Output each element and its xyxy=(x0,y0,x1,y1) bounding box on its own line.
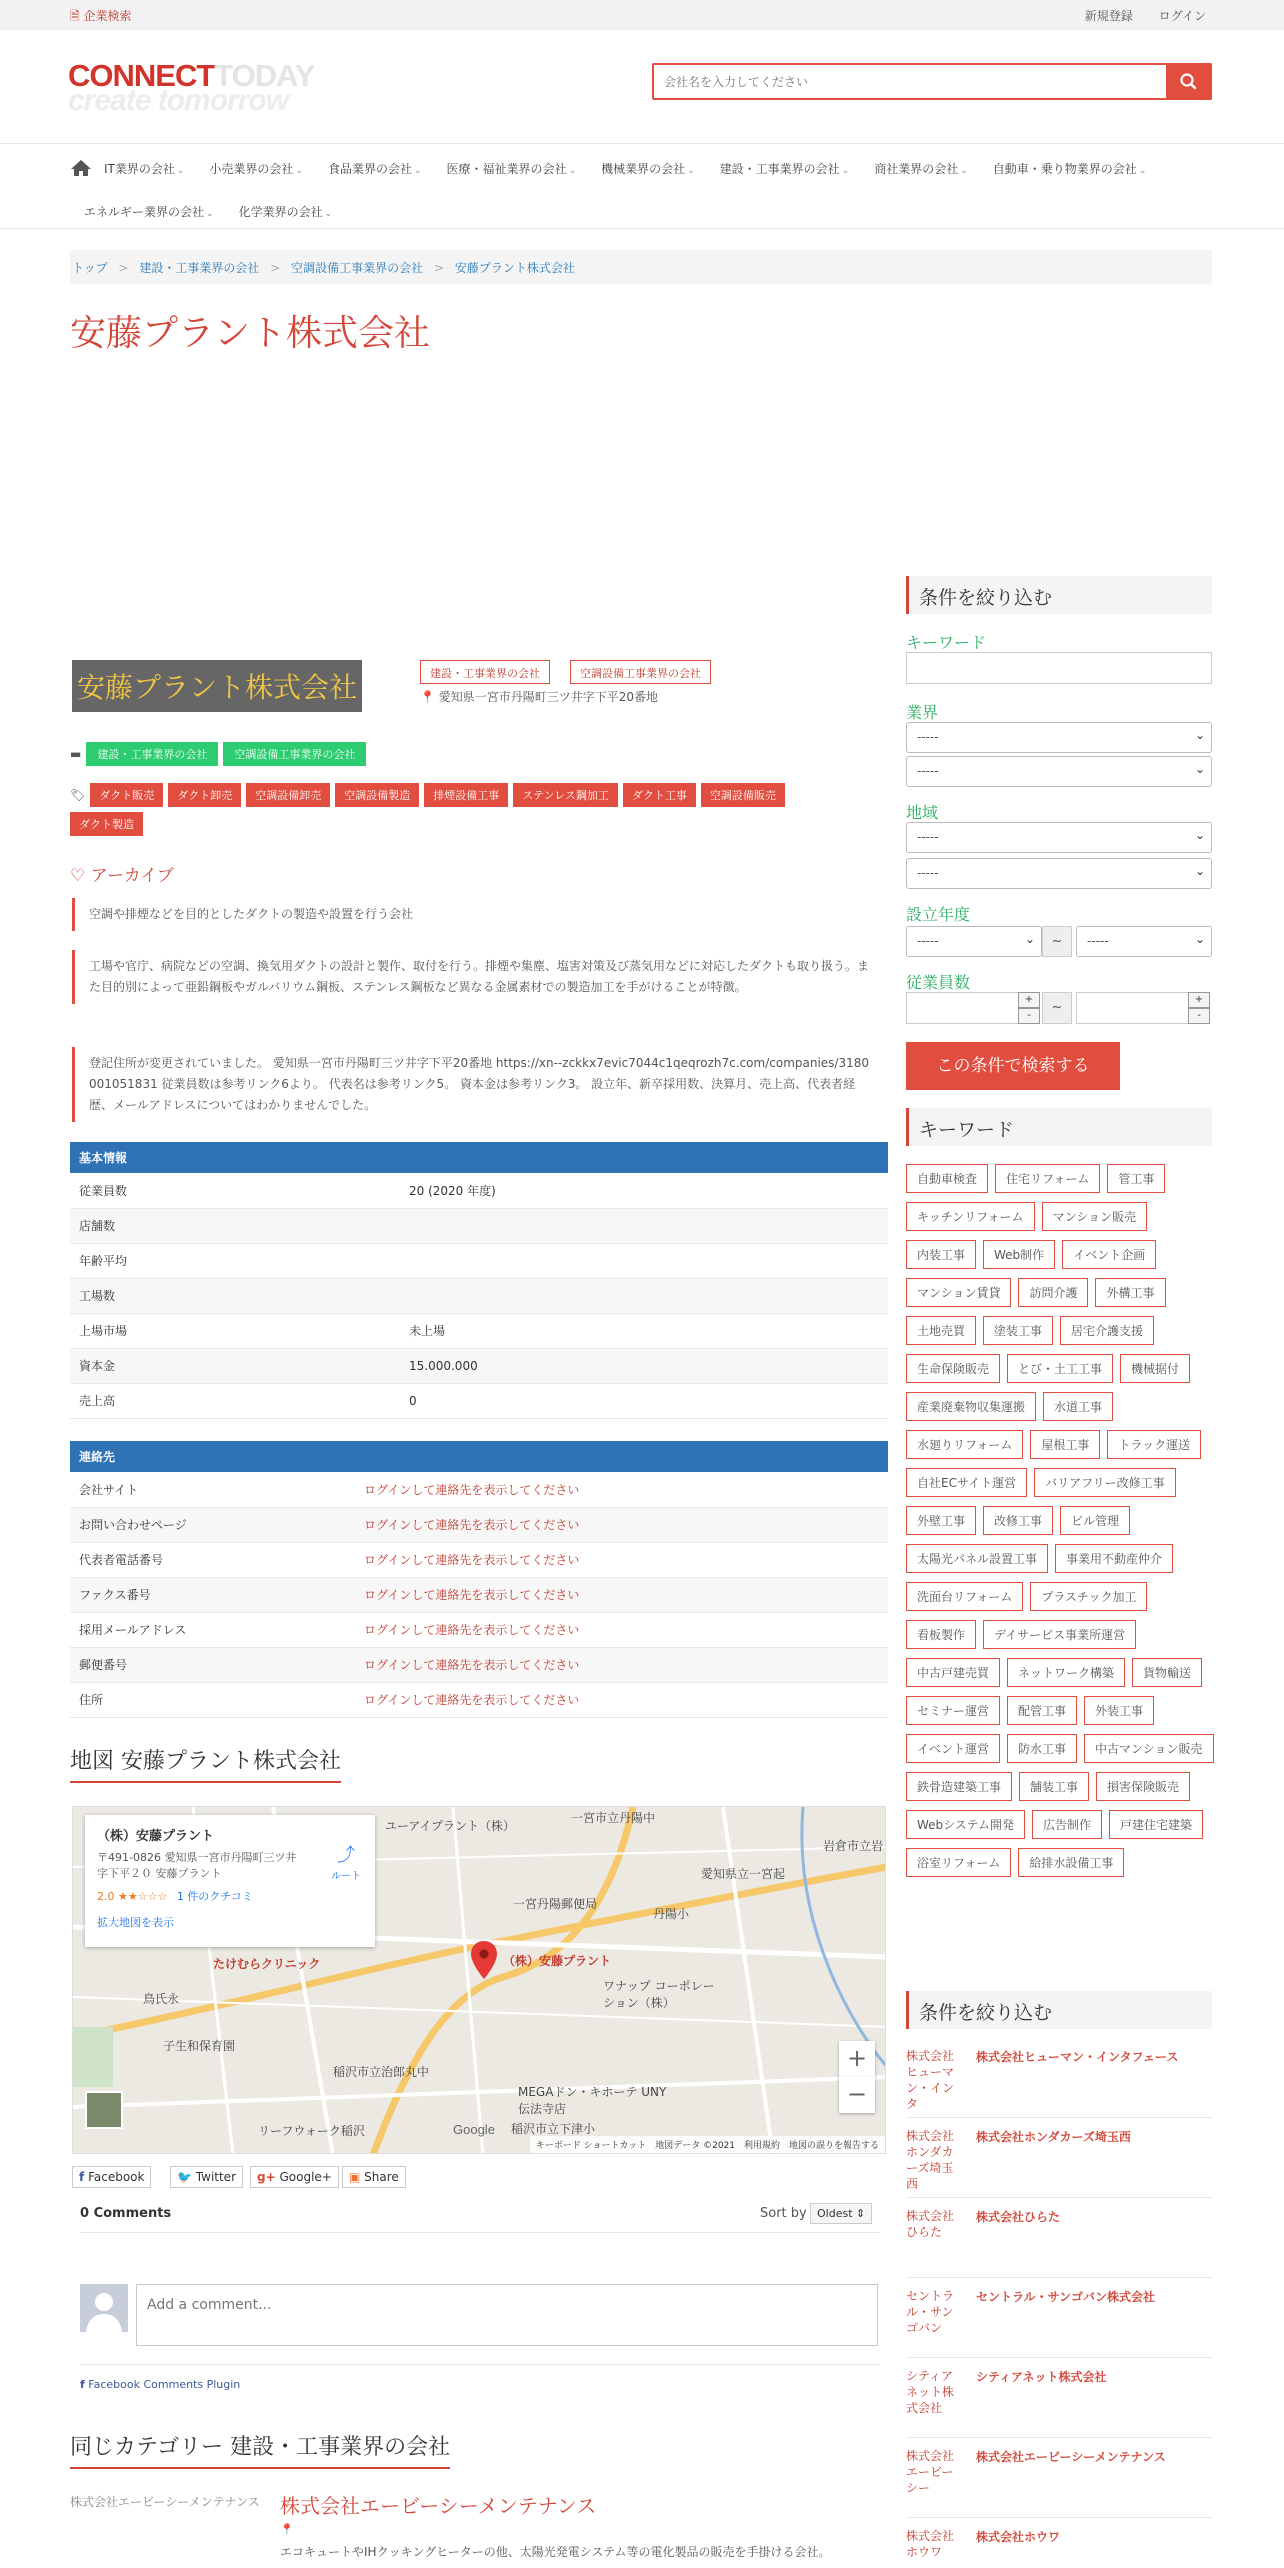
chevron-down-icon: ⌄ xyxy=(176,165,185,176)
map-label: 子生和保育園 xyxy=(163,2039,236,2053)
company-name-link[interactable]: 株式会社ひらた xyxy=(976,2210,1061,2224)
breadcrumb-item-hvac[interactable]: 空調設備工事業界の会社 xyxy=(291,261,424,275)
keyword-chip[interactable]: 損害保険販売 xyxy=(1096,1772,1190,1801)
chevron-down-icon: ⌄ xyxy=(295,165,303,176)
sub-region-select-value: ----- xyxy=(917,866,939,880)
row-label: 年齢平均 xyxy=(70,1243,400,1278)
keyword-input[interactable] xyxy=(906,652,1212,684)
chevron-down-icon: ⌄ xyxy=(841,165,850,176)
keyword-chip[interactable]: プラスチック加工 xyxy=(1030,1582,1147,1611)
company-name-link[interactable]: セントラル・サンゴバン株式会社 xyxy=(976,2290,1156,2304)
increment-button[interactable]: + xyxy=(1188,992,1210,1008)
comments-divider xyxy=(80,2364,880,2365)
login-link[interactable]: ログイン xyxy=(1158,9,1206,23)
category-pill-hvac[interactable]: 空調設備工事業界の会社 xyxy=(570,660,711,684)
row-label: 従業員数 xyxy=(70,1173,400,1208)
logo-tagline: create tomorrow xyxy=(68,84,289,117)
avatar xyxy=(80,2284,128,2332)
comment-input[interactable]: Add a comment... xyxy=(136,2284,878,2346)
chevron-down-icon: ⌄ xyxy=(1194,864,1205,878)
facebook-icon: f xyxy=(80,2378,85,2391)
sub-industry-select[interactable] xyxy=(906,756,1212,787)
nav-item-label: IT業界の会社 xyxy=(104,161,175,176)
login-to-view-link[interactable]: ログインして連絡先を表示してください xyxy=(355,1542,888,1577)
nav-item[interactable] xyxy=(104,160,184,177)
region-select-value: ----- xyxy=(917,830,939,844)
nav-item[interactable] xyxy=(720,160,850,177)
row-value: 20 (2020 年度) xyxy=(400,1173,888,1208)
nav-item[interactable] xyxy=(993,160,1147,177)
nav-item-label: 建設・工事業界の会社 xyxy=(719,161,840,176)
logo-text-connect: CONNECT xyxy=(68,58,215,93)
share-label: Google+ xyxy=(279,2170,332,2184)
map-card-name: （株）安藤プラント xyxy=(97,1829,215,1844)
keyword-tags xyxy=(70,783,860,836)
map-label: 一宮市立丹陽中 xyxy=(571,1811,656,1825)
map-label: 愛知県立一宮起 xyxy=(701,1867,786,1881)
keyword-chip[interactable]: バリアフリー改修工事 xyxy=(1034,1468,1176,1497)
side-company-item[interactable] xyxy=(906,2440,1212,2518)
keyword-chip[interactable]: キッチンリフォーム xyxy=(906,1202,1035,1231)
company-name-link[interactable]: シティアネット株式会社 xyxy=(976,2370,1107,2384)
row-label: 売上高 xyxy=(70,1383,400,1418)
zoom-in-button[interactable]: + xyxy=(839,2041,875,2077)
keyword-chip[interactable]: Webシステム開発 xyxy=(906,1810,1025,1839)
category-tag[interactable]: 空調設備工事業界の会社 xyxy=(223,742,366,766)
keyword-chip[interactable]: 中古戸建売買 xyxy=(906,1658,1000,1687)
row-label: ファクス番号 xyxy=(70,1577,355,1612)
keyword-chip[interactable]: 戸建住宅建築 xyxy=(1109,1810,1203,1839)
login-to-view-link[interactable]: ログインして連絡先を表示してください xyxy=(355,1472,888,1507)
search-icon xyxy=(1166,63,1212,100)
keyword-chip[interactable]: 水道工事 xyxy=(1043,1392,1113,1421)
chevron-down-icon: ⌄ xyxy=(1194,932,1205,946)
map-label: （株）安藤プラント xyxy=(503,1954,612,1968)
keyword-cloud xyxy=(906,1164,1216,1877)
row-value xyxy=(400,1243,888,1278)
login-to-view-link[interactable]: ログインして連絡先を表示してください xyxy=(355,1612,888,1647)
company-search-field[interactable] xyxy=(652,63,1168,100)
company-name-link[interactable]: 株式会社ホウワ xyxy=(976,2530,1061,2544)
login-to-view-link[interactable]: ログインして連絡先を表示してください xyxy=(355,1507,888,1542)
nav-item-label: 化学業界の会社 xyxy=(238,204,323,219)
decrement-button[interactable]: - xyxy=(1018,1008,1040,1024)
table-row xyxy=(70,1173,888,1208)
keyword-chip[interactable]: 産業廃棄物収集運搬 xyxy=(906,1392,1036,1421)
keyword-tag[interactable]: ダクト販売 xyxy=(90,783,163,807)
company-thumbnail[interactable]: 株式会社ひらた xyxy=(906,2209,955,2239)
keyword-tag[interactable]: ダクト製造 xyxy=(70,812,143,836)
nav-item-label: 自動車・乗り物業界の会社 xyxy=(992,161,1137,176)
row-value: 15.000.000 xyxy=(400,1348,888,1383)
row-label: 上場市場 xyxy=(70,1313,400,1348)
keyword-chip[interactable]: 屋根工事 xyxy=(1030,1430,1100,1459)
table-row xyxy=(70,1507,888,1542)
filter-search-button[interactable]: この条件で検索する xyxy=(906,1042,1120,1090)
keyword-chip[interactable]: デイサービス事業所運営 xyxy=(983,1620,1136,1649)
map-label: 岩倉市立岩 xyxy=(823,1839,884,1853)
keyword-chip[interactable]: 生命保険販売 xyxy=(906,1354,1000,1383)
sub-region-select[interactable] xyxy=(906,858,1212,889)
company-search-input[interactable] xyxy=(654,65,1124,98)
related-company-desc: エコキュートやIHクッキングヒーターの他、太陽光発電システム等の電化製品の販売を手掛ける会社。 xyxy=(280,2545,831,2559)
keyword-chip[interactable]: とび・土工工事 xyxy=(1007,1354,1113,1383)
company-thumbnail[interactable]: シティアネット株式会社 xyxy=(906,2369,955,2415)
map-label: ユーアイプラント（株） xyxy=(385,1819,515,1833)
chevron-down-icon: ⌄ xyxy=(1024,932,1035,946)
keyword-chip[interactable]: 舗装工事 xyxy=(1019,1772,1089,1801)
chevron-down-icon: ⌄ xyxy=(568,165,577,176)
sub-industry-select-value: ----- xyxy=(917,764,939,778)
register-link[interactable]: 新規登録 xyxy=(1084,9,1133,23)
directions-icon: ⤴ xyxy=(337,1845,355,1866)
map-label: ワナップ コーポレーション（株） xyxy=(603,1979,715,2010)
keyword-chip[interactable]: 訪問介護 xyxy=(1018,1278,1088,1307)
googleplus-icon: g+ xyxy=(257,2170,276,2184)
keyword-chip[interactable]: 自動車検査 xyxy=(906,1164,988,1193)
sort-value: Oldest xyxy=(817,2207,853,2220)
archive-label: アーカイブ xyxy=(90,866,174,886)
document-icon: 🗎 xyxy=(70,9,80,23)
row-value xyxy=(400,1278,888,1313)
map-label: 稲沢市立下津小 xyxy=(511,2122,596,2136)
company-thumbnail[interactable]: 株式会社ホンダカーズ埼玉西 xyxy=(906,2129,955,2191)
login-to-view-link[interactable]: ログインして連絡先を表示してください xyxy=(355,1577,888,1612)
keyword-tag[interactable]: 排煙設備工事 xyxy=(424,783,508,807)
map-label: たけむらクリニック xyxy=(213,1957,321,1971)
map-label: 鳥氏永 xyxy=(143,1992,180,2006)
keyword-chip[interactable]: 土地売買 xyxy=(906,1316,976,1345)
chevron-down-icon: ⌄ xyxy=(960,165,968,176)
table-row xyxy=(70,1243,888,1278)
keyword-chip[interactable]: マンション賃貸 xyxy=(906,1278,1011,1307)
directions-button[interactable] xyxy=(331,1841,361,1882)
view-larger-map-link[interactable]: 拡大地図を表示 xyxy=(97,1916,174,1929)
tags-icon: 🏷 xyxy=(70,788,86,802)
facebook-plugin-link[interactable] xyxy=(80,2378,240,2391)
row-label: 採用メールアドレス xyxy=(70,1612,355,1647)
user-silhouette-icon xyxy=(80,2284,128,2332)
share-icon: ▣ xyxy=(349,2170,361,2184)
share-googleplus-button[interactable] xyxy=(250,2166,339,2188)
chevron-down-icon: ⌄ xyxy=(1194,828,1205,842)
contact-table xyxy=(70,1441,888,1718)
google-map[interactable] xyxy=(72,1806,886,2154)
founded-label: 設立年度 xyxy=(906,905,971,924)
rating-value: 2.0 xyxy=(97,1890,115,1903)
map-label: 一宮丹陽郵便局 xyxy=(513,1897,598,1911)
contact-header: 連絡先 xyxy=(70,1441,888,1472)
map-footer[interactable]: キーボード ショートカット 地図データ ©2021 利用規約 地図の誤りを報告する xyxy=(530,2136,885,2153)
keyword-label: キーワード xyxy=(906,633,987,652)
keyword-chip[interactable]: 給排水設備工事 xyxy=(1018,1848,1124,1877)
breadcrumb-item-current[interactable]: 安藤プラント株式会社 xyxy=(454,261,575,275)
star-rating-icon: ★★☆☆☆ xyxy=(118,1890,168,1903)
row-value: 0 xyxy=(400,1383,888,1418)
side-company-item[interactable] xyxy=(906,2200,1212,2278)
google-logo: Google xyxy=(453,2122,495,2137)
related-company-image[interactable]: 株式会社エービーシーメンテナンス xyxy=(70,2495,260,2509)
basic-info-header: 基本情報 xyxy=(70,1142,888,1173)
home-icon[interactable] xyxy=(70,159,92,177)
twitter-icon: 🐦 xyxy=(177,2170,192,2184)
keyword-chip[interactable]: 鉄骨造建築工事 xyxy=(906,1772,1012,1801)
map-label: MEGAドン・キホーテ UNY伝法寺店 xyxy=(518,2085,667,2116)
region-label: 地域 xyxy=(906,803,939,822)
nav-item[interactable] xyxy=(447,160,577,177)
company-note: 登記住所が変更されていました。 愛知県一宮市丹陽町三ツ井字下平20番地 https://xn--zckkx7evic7044c1qeqrozh7c.com/companies/3180001051831 従業員数は参考リンク6より。 代表名は参考リンク5。 資本金は参考リンク3。 設立年、新卒採用数、決算月、売上高、代表者経歴、メールアドレスについてはわかりませんでした。 xyxy=(72,1047,882,1122)
sort-label: Sort by xyxy=(760,2206,807,2221)
chevron-down-icon: ⌄ xyxy=(1138,165,1147,176)
keyword-tag[interactable]: ステンレス鋼加工 xyxy=(513,783,618,807)
keyword-chip[interactable]: ネットワーク構築 xyxy=(1007,1658,1125,1687)
comments-count: 0 Comments xyxy=(80,2206,172,2221)
chevron-down-icon: ⌄ xyxy=(1194,762,1205,776)
keyword-chip[interactable]: 改修工事 xyxy=(983,1506,1053,1535)
keyword-chip[interactable]: 外装工事 xyxy=(1084,1696,1154,1725)
range-separator: ~ xyxy=(1042,992,1072,1024)
company-address-text: 愛知県一宮市丹陽町三ツ井字下平20番地 xyxy=(438,690,659,704)
table-row xyxy=(70,1577,888,1612)
table-row xyxy=(70,1647,888,1682)
row-label: 店舗数 xyxy=(70,1208,400,1243)
archive-link[interactable] xyxy=(70,861,174,886)
keyword-chip[interactable]: 自社ECサイト運営 xyxy=(906,1468,1027,1497)
nav-item-label: 商社業界の会社 xyxy=(874,161,959,176)
keyword-tag[interactable]: 空調設備販売 xyxy=(701,783,785,807)
company-name-link[interactable]: 株式会社ホンダカーズ埼玉西 xyxy=(976,2130,1131,2144)
side-company-item[interactable] xyxy=(906,2520,1212,2568)
chevron-down-icon: ⌄ xyxy=(414,165,422,176)
keyword-tag[interactable]: 空調設備製造 xyxy=(335,783,419,807)
map-card-rating xyxy=(97,1888,363,1904)
map-pin-icon[interactable] xyxy=(471,1941,497,1979)
row-label: 会社サイト xyxy=(70,1472,355,1507)
keyword-chip[interactable]: 広告制作 xyxy=(1032,1810,1102,1839)
breadcrumb-item-construction[interactable]: 建設・工事業界の会社 xyxy=(139,261,260,275)
keyword-chip[interactable]: 中古マンション販売 xyxy=(1084,1734,1213,1763)
employees-from-input[interactable] xyxy=(906,992,1036,1024)
region-select[interactable] xyxy=(906,822,1212,853)
map-card-address: 〒491-0826 愛知県一宮市丹陽町三ツ井字下平２０ 安藤プラント xyxy=(97,1851,297,1880)
keyword-chip[interactable]: 防水工事 xyxy=(1007,1734,1077,1763)
keyword-chip[interactable]: 外壁工事 xyxy=(906,1506,976,1535)
row-label: 工場数 xyxy=(70,1278,400,1313)
row-label: 資本金 xyxy=(70,1348,400,1383)
chevron-down-icon: ⌄ xyxy=(324,208,333,219)
employees-to-input[interactable] xyxy=(1076,992,1206,1024)
search-button[interactable] xyxy=(1166,63,1212,100)
keyword-chip[interactable]: 内装工事 xyxy=(906,1240,976,1269)
keyword-chip[interactable]: トラック運送 xyxy=(1107,1430,1201,1459)
keyword-chip[interactable]: 住宅リフォーム xyxy=(995,1164,1100,1193)
keyword-chip[interactable]: 浴室リフォーム xyxy=(906,1848,1011,1877)
range-separator: ~ xyxy=(1042,926,1072,957)
satellite-toggle[interactable] xyxy=(85,2091,123,2129)
top-bar xyxy=(0,0,1284,30)
share-label: Share xyxy=(364,2170,399,2184)
company-summary: 空調や排煙などを目的としたダクトの製造や設置を行う会社 xyxy=(72,898,882,931)
keyword-chip[interactable]: 事業用不動産仲介 xyxy=(1055,1544,1173,1573)
folder-icon: ▬ xyxy=(70,747,82,761)
related-company-title[interactable]: 株式会社エービーシーメンテナンス xyxy=(280,2494,597,2518)
nav-item-label: 小売業界の会社 xyxy=(209,161,294,176)
share-twitter-button[interactable] xyxy=(170,2166,243,2188)
company-description: 工場や官庁、病院などの空調、換気用ダクトの設計と製作、取付を行う。排煙や集塵、塩害対策及び蒸気用などに対応したダクトも取り扱う。また目的別によって亜鉛鋼板やガルバリウム鋼板、ステンレス鋼板など異なる金属素材での製造加工を手がけることが特徴。 xyxy=(72,950,882,1004)
nav-item[interactable] xyxy=(601,160,695,177)
nav-item-label: エネルギー業界の会社 xyxy=(84,204,205,219)
founded-to-select[interactable] xyxy=(1076,926,1212,957)
login-to-view-link[interactable]: ログインして連絡先を表示してください xyxy=(355,1682,888,1717)
map-label: 丹陽小 xyxy=(653,1907,690,1921)
company-thumbnail[interactable]: 株式会社ホウワ xyxy=(906,2529,955,2559)
keyword-chip[interactable]: 管工事 xyxy=(1107,1164,1165,1193)
keyword-chip[interactable]: 居宅介護支援 xyxy=(1060,1316,1154,1345)
login-to-view-link[interactable]: ログインして連絡先を表示してください xyxy=(355,1647,888,1682)
row-value xyxy=(400,1208,888,1243)
founded-from-value: ----- xyxy=(917,934,939,948)
map-label: リーフウォーク稲沢 xyxy=(258,2124,365,2138)
zoom-out-button[interactable]: − xyxy=(839,2077,875,2113)
industry-select[interactable] xyxy=(906,722,1212,753)
company-thumbnail[interactable]: セントラル・サンゴバン xyxy=(906,2289,955,2335)
map-marker-icon: 📍 xyxy=(280,2523,294,2536)
keyword-chip[interactable]: イベント企画 xyxy=(1062,1240,1156,1269)
site-logo[interactable] xyxy=(68,58,315,118)
keyword-tag[interactable]: 空調設備卸売 xyxy=(246,783,330,807)
industry-label: 業界 xyxy=(906,703,939,722)
share-facebook-button[interactable] xyxy=(72,2166,151,2188)
table-row xyxy=(70,1472,888,1507)
category-tag[interactable]: 建設・工事業界の会社 xyxy=(86,742,218,766)
keyword-chip[interactable]: マンション販売 xyxy=(1042,1202,1147,1231)
nav-item[interactable] xyxy=(874,160,968,177)
keyword-tag[interactable]: ダクト卸売 xyxy=(168,783,241,807)
filter-heading-2: 条件を絞り込む xyxy=(906,1991,1212,2029)
nav-item-label: 機械業界の会社 xyxy=(601,161,686,176)
keyword-chip[interactable]: セミナー運営 xyxy=(906,1696,1000,1725)
row-label: お問い合わせページ xyxy=(70,1507,355,1542)
nav-item[interactable] xyxy=(328,160,422,177)
main-nav xyxy=(0,143,1284,229)
company-thumbnail[interactable]: 株式会社エービーシー xyxy=(906,2449,955,2495)
share-label: Facebook xyxy=(88,2170,145,2184)
nav-item[interactable] xyxy=(209,160,303,177)
side-company-item[interactable] xyxy=(906,2360,1212,2438)
map-marker-icon: 📍 xyxy=(420,690,435,704)
chevron-down-icon: ⌄ xyxy=(206,208,214,219)
table-row xyxy=(70,1682,888,1717)
directions-label: ルート xyxy=(331,1871,361,1882)
table-row xyxy=(70,1313,888,1348)
keyword-chip[interactable]: 看板製作 xyxy=(906,1620,976,1649)
employees-from-stepper[interactable] xyxy=(1018,992,1040,1024)
share-label: Twitter xyxy=(195,2170,236,2184)
keyword-chip[interactable]: ビル管理 xyxy=(1060,1506,1130,1535)
increment-button[interactable]: + xyxy=(1018,992,1040,1008)
decrement-button[interactable]: - xyxy=(1188,1008,1210,1024)
table-row xyxy=(70,1542,888,1577)
breadcrumb-item-top[interactable]: トップ xyxy=(72,261,108,275)
employees-label: 従業員数 xyxy=(906,973,971,992)
breadcrumb: トップ > 建設・工事業界の会社 > 空調設備工事業界の会社 > 安藤プラント株式会社 xyxy=(70,250,1212,284)
share-button[interactable] xyxy=(342,2166,406,2188)
page-title: 安藤プラント株式会社 xyxy=(70,313,431,354)
row-label: 住所 xyxy=(70,1682,355,1717)
side-company-item[interactable] xyxy=(906,2280,1212,2358)
keyword-chip[interactable]: イベント運営 xyxy=(906,1734,1000,1763)
map-info-card xyxy=(85,1815,375,1947)
industry-select-value: ----- xyxy=(917,730,939,744)
company-name-badge: 安藤プラント株式会社 xyxy=(72,660,362,712)
keyword-chip[interactable]: Web制作 xyxy=(983,1240,1055,1269)
facebook-icon: f xyxy=(79,2170,85,2184)
company-address xyxy=(420,688,658,705)
side-company-item[interactable] xyxy=(906,2040,1212,2118)
keyword-chip[interactable]: 貨物輸送 xyxy=(1132,1658,1202,1687)
keyword-chip[interactable]: 洗面台リフォーム xyxy=(906,1582,1023,1611)
chevron-down-icon: ⌄ xyxy=(687,165,695,176)
logo-text-today: TODAY xyxy=(214,58,315,93)
table-row xyxy=(70,1278,888,1313)
table-row xyxy=(70,1383,888,1418)
founded-from-select[interactable] xyxy=(906,926,1042,957)
company-search-link[interactable] xyxy=(70,7,132,28)
filter-heading: 条件を絞り込む xyxy=(906,576,1212,614)
keyword-chip[interactable]: 機械据付 xyxy=(1120,1354,1190,1383)
related-heading: 同じカテゴリー 建設・工事業界の会社 xyxy=(70,2430,450,2469)
founded-to-value: ----- xyxy=(1087,934,1109,948)
map-heading: 地図 安藤プラント株式会社 xyxy=(70,1744,341,1783)
table-row xyxy=(70,1612,888,1647)
heart-icon: ♡ xyxy=(70,866,86,886)
table-row xyxy=(70,1208,888,1243)
category-tags xyxy=(70,742,366,766)
company-name-link[interactable]: 株式会社エービーシーメンテナンス xyxy=(976,2450,1166,2464)
map-card-reviews[interactable]: 1 件のクチコミ xyxy=(176,1890,253,1903)
keyword-chip[interactable]: 外構工事 xyxy=(1095,1278,1165,1307)
keyword-chip[interactable]: 配管工事 xyxy=(1007,1696,1077,1725)
side-company-item[interactable] xyxy=(906,2120,1212,2198)
nav-item-label: 医療・福祉業界の会社 xyxy=(446,161,567,176)
row-value: 未上場 xyxy=(400,1313,888,1348)
nav-item[interactable] xyxy=(239,203,333,220)
facebook-plugin-label: Facebook Comments Plugin xyxy=(88,2378,241,2391)
keyword-tag[interactable]: ダクト工事 xyxy=(623,783,696,807)
keyword-chip[interactable]: 水廻りリフォーム xyxy=(906,1430,1023,1459)
keyword-chip[interactable]: 塗装工事 xyxy=(983,1316,1053,1345)
sort-select[interactable]: Oldest ⇕ xyxy=(810,2203,872,2224)
keyword-chip[interactable]: 太陽光パネル設置工事 xyxy=(906,1544,1048,1573)
category-pill-construction[interactable]: 建設・工事業界の会社 xyxy=(420,660,550,684)
comments-divider xyxy=(80,2232,880,2233)
employees-to-stepper[interactable] xyxy=(1188,992,1210,1024)
row-label: 郵便番号 xyxy=(70,1647,355,1682)
basic-info-table xyxy=(70,1142,888,1419)
nav-item-label: 食品業界の会社 xyxy=(327,161,412,176)
chevron-down-icon: ⌄ xyxy=(1194,728,1205,742)
nav-item[interactable] xyxy=(84,203,214,220)
table-row xyxy=(70,1348,888,1383)
company-thumbnail[interactable]: 株式会社ヒューマン・インタ xyxy=(906,2049,955,2111)
row-label: 代表者電話番号 xyxy=(70,1542,355,1577)
map-label: 稲沢市立治郎丸中 xyxy=(333,2065,430,2079)
keyword-heading: キーワード xyxy=(906,1108,1212,1146)
company-search-label: 企業検索 xyxy=(83,9,132,23)
company-name-link[interactable]: 株式会社ヒューマン・インタフェース xyxy=(976,2050,1179,2064)
